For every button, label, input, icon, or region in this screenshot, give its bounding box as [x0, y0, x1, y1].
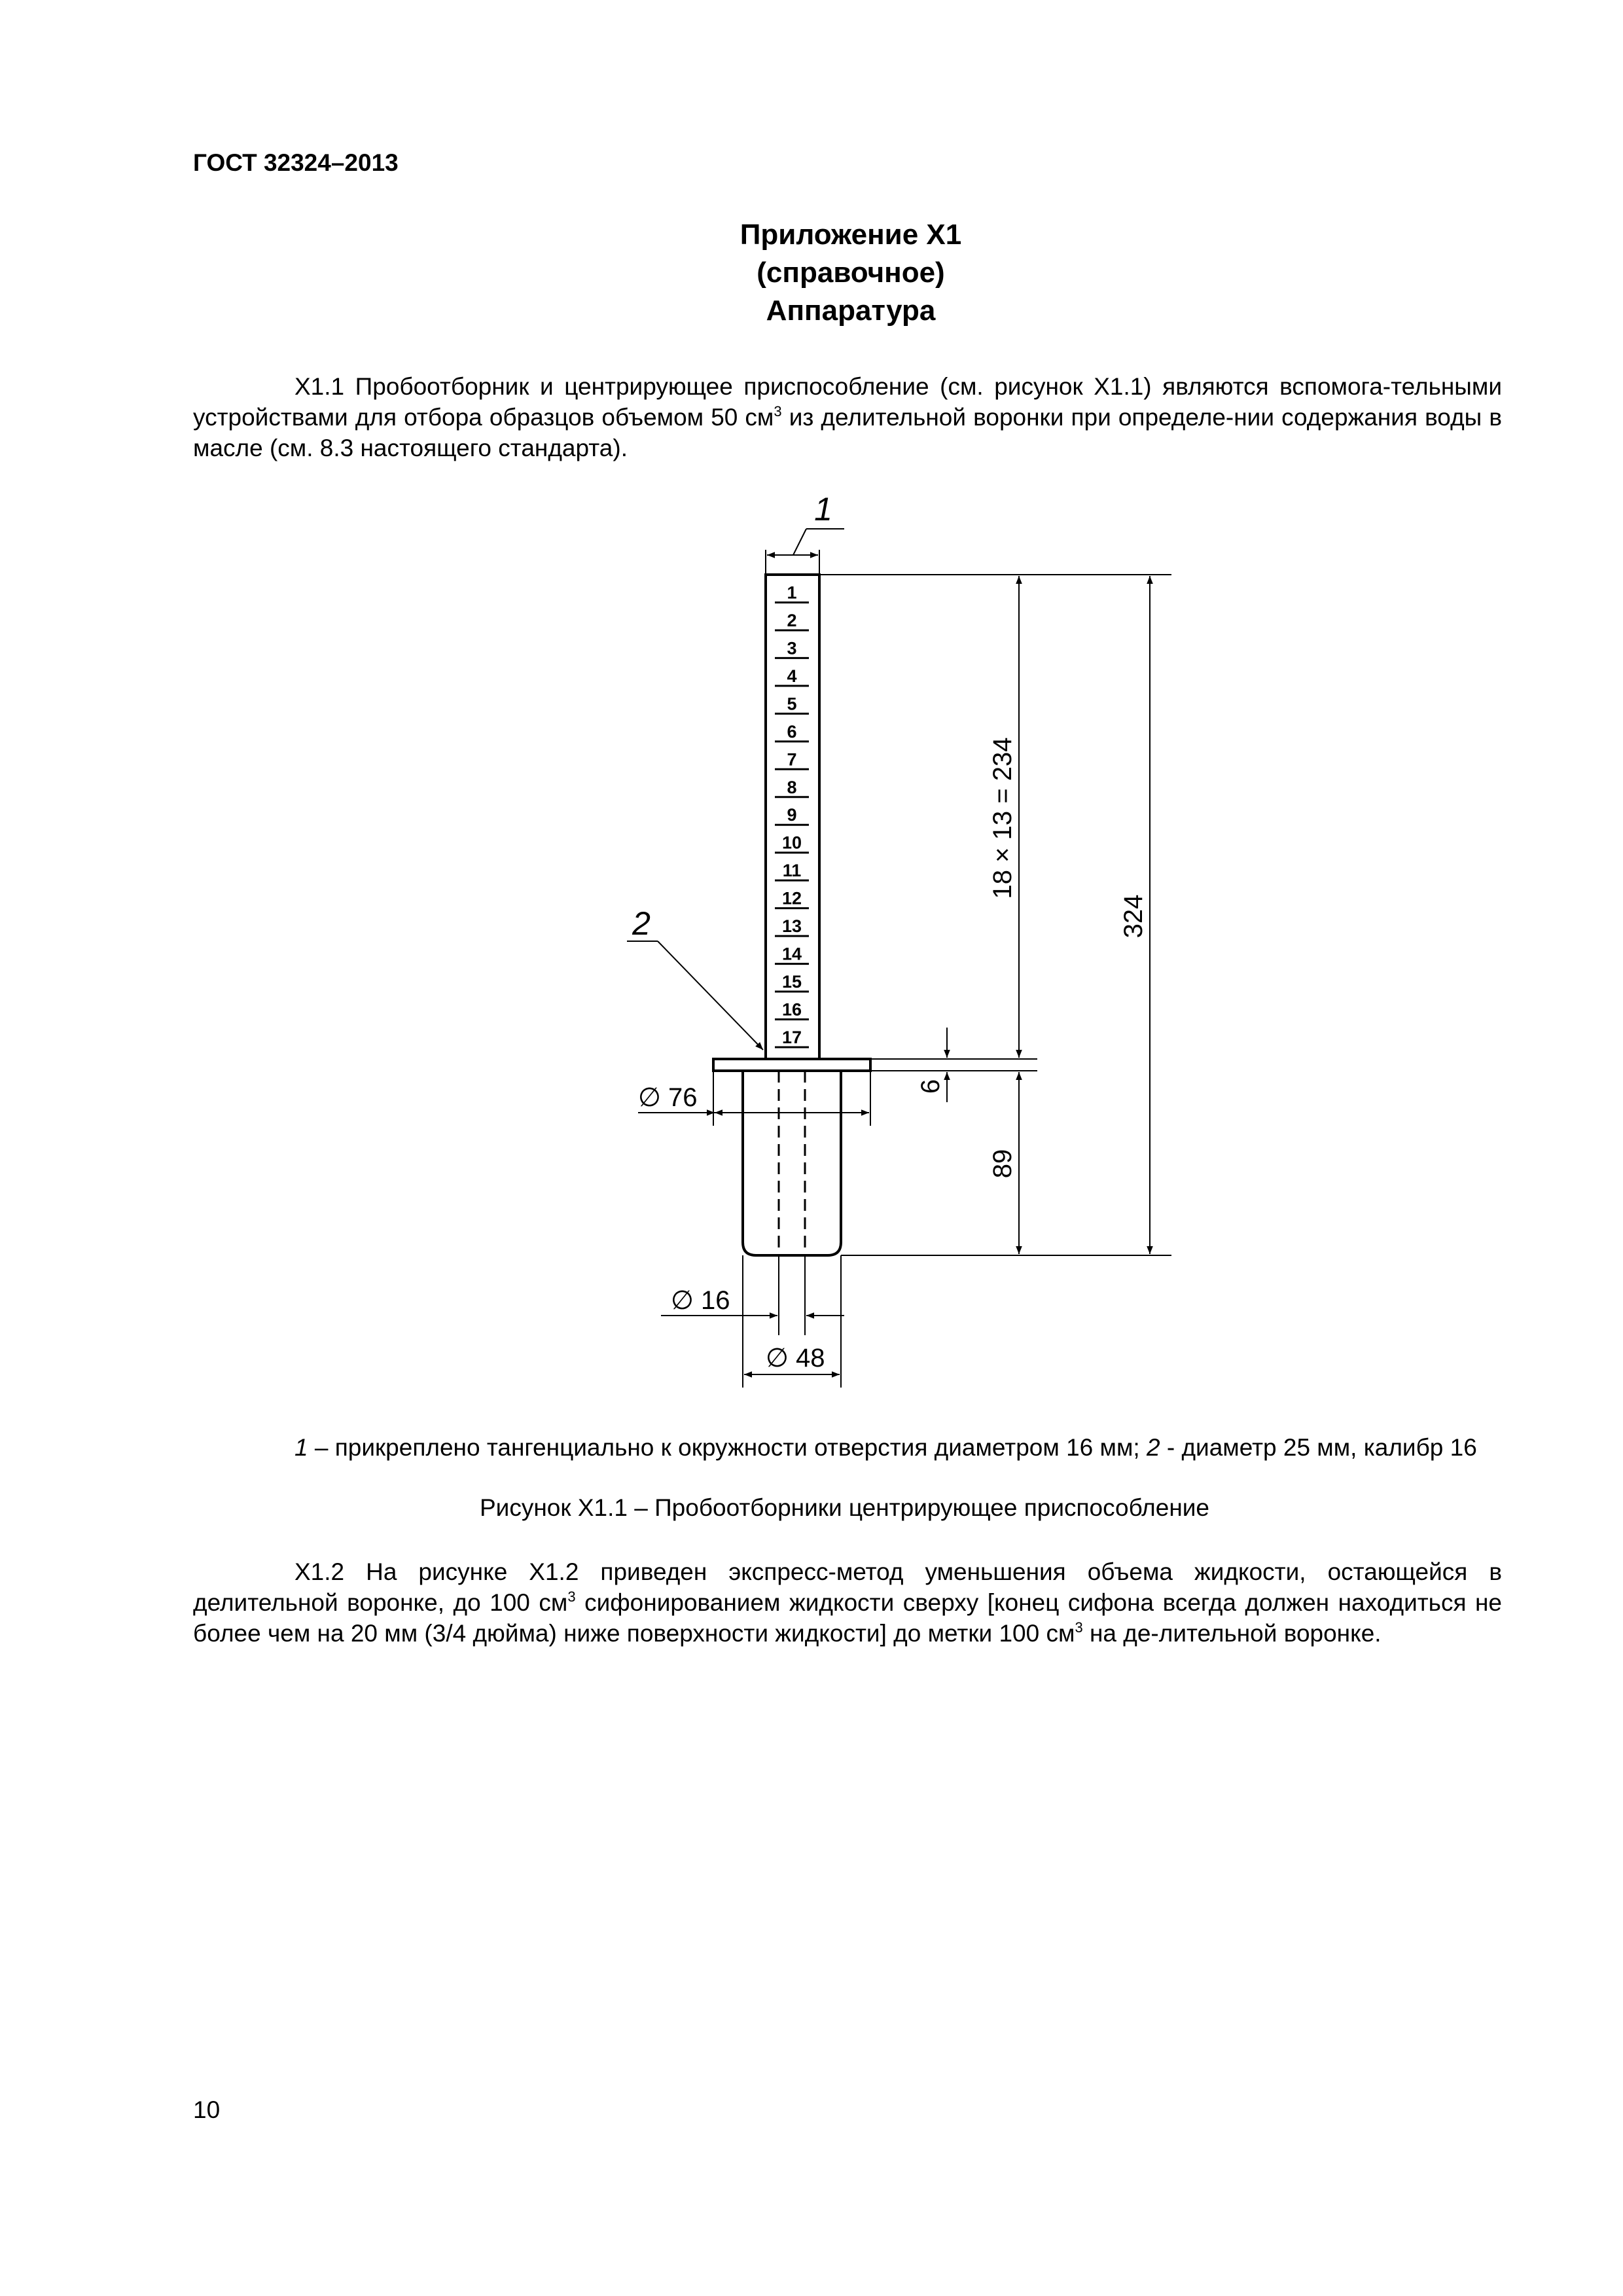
callout-2-label: 2: [632, 905, 651, 942]
appendix-type: (справочное): [757, 257, 945, 289]
scale-mark-label: 10: [781, 833, 802, 853]
paragraph-text: на де-лительной воронке.: [1082, 1620, 1382, 1647]
scale-mark-label: 9: [787, 805, 797, 825]
superscript: 3: [567, 1588, 576, 1605]
scale-mark-label: 12: [781, 888, 802, 908]
scale-mark-label: 3: [787, 638, 797, 658]
centering-body: [743, 1071, 841, 1255]
dim-total-label: 324: [1119, 894, 1148, 939]
scale-mark-label: 6: [787, 721, 797, 742]
appendix-name: Аппаратура: [766, 295, 936, 327]
scale-mark-label: 13: [781, 916, 802, 937]
figure-note: [193, 1432, 1502, 1463]
document-code: ГОСТ 32324–2013: [193, 149, 399, 176]
scale-mark-label: 16: [781, 999, 802, 1020]
scale-marks: [775, 583, 809, 1047]
dim-lower-label: 89: [988, 1149, 1017, 1179]
superscript: 3: [774, 403, 782, 420]
note-ref-1: 1: [294, 1434, 308, 1461]
dim-d16-label: ∅ 16: [671, 1286, 730, 1315]
dim-scale-label: 18 × 13 = 234: [988, 737, 1017, 899]
paragraph-x1-2: [193, 1556, 1502, 1649]
figure-caption: Рисунок Х1.1 – Пробоотборники центрирующее приспособление: [480, 1494, 1210, 1521]
paragraph-text: Х1.2 На рисунке Х1.2 приведен экспресс-метод уменьшения объема жидкости, остающейся в делительной воронке, до 100 см: [193, 1558, 1502, 1616]
scale-mark-label: 15: [781, 972, 802, 992]
note-text: - диаметр 25 мм, калибр 16: [1160, 1434, 1477, 1461]
scale-mark-label: 8: [787, 777, 797, 797]
scale-mark-label: 7: [787, 749, 797, 770]
scale-mark-label: 5: [787, 694, 797, 714]
appendix-title: Приложение Х1: [740, 219, 962, 251]
callout-1-label: 1: [814, 491, 832, 528]
scale-mark-label: 14: [781, 944, 802, 964]
page-number: 10: [193, 2096, 221, 2123]
leader-line: [658, 941, 763, 1050]
scale-mark-label: 17: [781, 1028, 802, 1047]
note-ref-2: 2: [1146, 1434, 1160, 1461]
paragraph-text: Х1.1 Пробоотборник и центрирующее приспособление (см. рисунок Х1.1) являются вспомога-тельными устройствами для отбора образцов объемом 50 см: [193, 373, 1502, 431]
dim-d48-label: ∅ 48: [766, 1344, 825, 1372]
dim-d76-label: ∅ 76: [638, 1083, 698, 1112]
centering-flange: [713, 1059, 870, 1071]
scale-mark-label: 2: [787, 610, 797, 630]
dim-flange-label: 6: [916, 1079, 945, 1094]
superscript: 3: [1075, 1619, 1083, 1636]
paragraph-text: из делительной воронки при определе-нии содержания воды в масле (см. 8.3 настоящего стандарта).: [193, 404, 1503, 461]
scale-mark-label: 11: [782, 861, 802, 881]
scale-mark-label: 1: [787, 583, 797, 603]
paragraph-text: сифонированием жидкости сверху [конец сифона всегда должен находиться не более чем на 20 мм (3/4 дюйма) ниже поверхности жидкости] до метки 100 см: [193, 1589, 1502, 1647]
leader-line: [793, 529, 806, 555]
scale-mark-label: 4: [787, 666, 797, 686]
note-text: – прикреплено тангенциально к окружности отверстия диаметром 16 мм;: [308, 1434, 1147, 1461]
